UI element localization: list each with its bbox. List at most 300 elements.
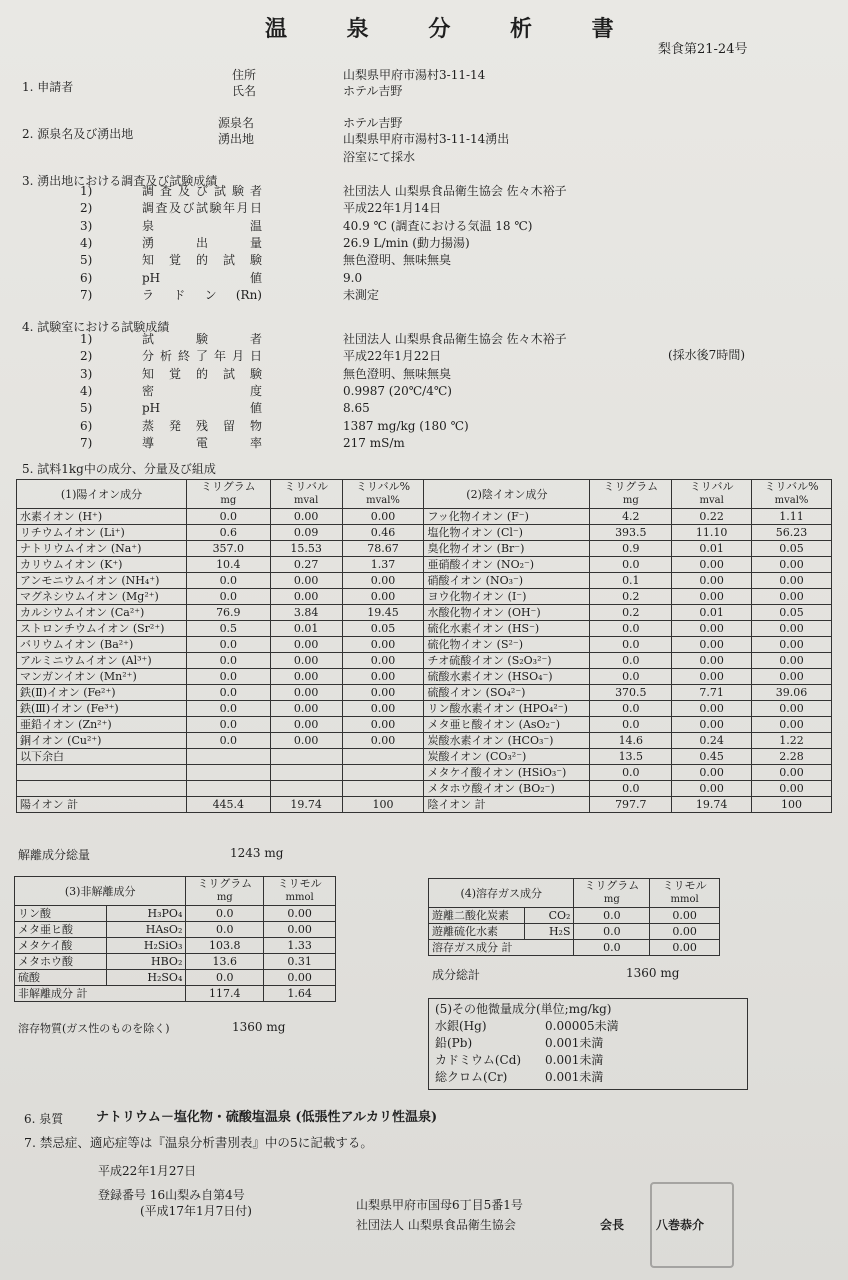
table-cell: メタ亜ヒ酸イオン (AsO₂⁻) <box>424 717 590 733</box>
table-cell: アルミニウムイオン (Al³⁺) <box>17 653 187 669</box>
table-cell: 1.22 <box>752 733 832 749</box>
table-cell: 0.0 <box>590 653 672 669</box>
header-unit: mval <box>699 495 724 506</box>
header-cell <box>752 480 832 509</box>
item-value: 26.9 L/min (動力揚湯) <box>343 235 470 250</box>
header-cell <box>650 879 720 908</box>
table-row <box>17 509 832 525</box>
table-cell: 硝酸イオン (NO₃⁻) <box>424 573 590 589</box>
dissolved-total-value: 1243 mg <box>230 846 284 860</box>
item-label: 調査及び試験者 <box>142 184 262 198</box>
dissolved-gas-table <box>428 878 720 956</box>
table-cell: 0.00 <box>270 669 342 685</box>
table-cell: 0.2 <box>590 589 672 605</box>
header-cell <box>590 480 672 509</box>
table-cell: CO₂ <box>524 908 574 924</box>
table-cell: 0.00 <box>672 653 752 669</box>
table-row <box>17 573 832 589</box>
table-cell: 393.5 <box>590 525 672 541</box>
table-cell: 0.00 <box>752 717 832 733</box>
table-cell: 19.45 <box>342 605 424 621</box>
table-row <box>17 653 832 669</box>
table-row <box>17 637 832 653</box>
solute-value: 1360 mg <box>232 1020 286 1034</box>
table-header <box>15 877 336 906</box>
table-cell: 0.00 <box>672 669 752 685</box>
table-cell: 0.0 <box>186 717 270 733</box>
table-cell: 0.0 <box>186 922 264 938</box>
table-row <box>15 938 336 954</box>
non-dissociated-table <box>14 876 336 1002</box>
table-header <box>429 879 720 908</box>
table-cell: 0.00 <box>270 637 342 653</box>
table-cell: 0.00 <box>270 653 342 669</box>
table-cell: 0.00 <box>342 509 424 525</box>
table-cell: バリウムイオン (Ba²⁺) <box>17 637 187 653</box>
header-unit-jp: ミリモル <box>662 879 707 892</box>
table-cell: 0.01 <box>672 605 752 621</box>
trace-element: カドミウム(Cd) <box>435 1053 522 1067</box>
dissolved-total-label: 解離成分総量 <box>18 848 91 862</box>
table-cell: マグネシウムイオン (Mg²⁺) <box>17 589 187 605</box>
header-unit-jp: ミリグラム <box>200 480 256 493</box>
table-cell: 0.00 <box>342 589 424 605</box>
table-cell: 0.00 <box>752 557 832 573</box>
header-unit-jp: ミリグラム <box>603 480 659 493</box>
item-number: 2) <box>80 349 93 364</box>
table-cell: 0.0 <box>590 765 672 781</box>
total-cell: 445.4 <box>186 797 270 813</box>
table-cell: 0.05 <box>752 541 832 557</box>
table-cell: 0.00 <box>270 717 342 733</box>
table-cell: 0.0 <box>574 908 650 924</box>
table-cell: 0.00 <box>752 701 832 717</box>
header-cell <box>672 480 752 509</box>
trace-value: 0.001未満 <box>545 1070 604 1084</box>
table-cell: 0.0 <box>186 669 270 685</box>
header-cell <box>270 480 342 509</box>
item-number: 7) <box>80 435 93 450</box>
table-cell: 1.37 <box>342 557 424 573</box>
lab-section-label: 4. 試験室における試験成績 <box>22 320 170 334</box>
spring-type-label: 6. 泉質 <box>24 1112 64 1126</box>
table-cell <box>342 749 424 765</box>
table-row <box>17 685 832 701</box>
table-cell: リン酸 <box>15 906 107 922</box>
header-unit-jp: ミリモル <box>277 877 322 890</box>
registration-number: 登録番号 16山梨み自第4号 <box>98 1188 245 1202</box>
table-row <box>17 669 832 685</box>
table-row <box>15 970 336 986</box>
table-cell: 硫酸イオン (SO₄²⁻) <box>424 685 590 701</box>
header-unit: mg <box>220 495 237 506</box>
table-cell: 0.9 <box>590 541 672 557</box>
table-cell: 0.01 <box>672 541 752 557</box>
header-unit: mval% <box>774 495 809 506</box>
table-cell: 0.00 <box>650 908 720 924</box>
trace-value: 0.00005未満 <box>545 1019 619 1033</box>
table-cell: 0.00 <box>342 637 424 653</box>
total-cell: 19.74 <box>672 797 752 813</box>
header-cell <box>264 877 336 906</box>
item-value: 0.9987 (20℃/4℃) <box>343 383 452 398</box>
table-cell: 水酸化物イオン (OH⁻) <box>424 605 590 621</box>
item-number: 7) <box>80 287 93 302</box>
total-row <box>17 797 832 813</box>
table-cell: 10.4 <box>186 557 270 573</box>
item-value: 無色澄明、無味無臭 <box>343 253 452 268</box>
table-cell: 0.1 <box>590 573 672 589</box>
table-cell: 0.00 <box>672 637 752 653</box>
header-cell <box>574 879 650 908</box>
total-row <box>15 986 336 1002</box>
total-cell: 非解離成分 計 <box>15 986 186 1002</box>
table-cell: 0.00 <box>270 509 342 525</box>
table-cell: H₃PO₄ <box>106 906 186 922</box>
item-label: 知覚的試験 <box>142 253 262 268</box>
table-cell: マンガンイオン (Mn²⁺) <box>17 669 187 685</box>
table-cell <box>270 749 342 765</box>
table-cell: 塩化物イオン (Cl⁻) <box>424 525 590 541</box>
table-cell: 0.00 <box>752 637 832 653</box>
header-unit: mg <box>216 892 233 903</box>
table-cell: 0.0 <box>186 906 264 922</box>
item-label: 調査及び試験年月日 <box>142 201 262 216</box>
table-cell: 0.00 <box>672 781 752 797</box>
item-number: 3) <box>80 366 93 381</box>
header-cell: (2)陰イオン成分 <box>424 480 590 509</box>
table-cell: 0.00 <box>342 717 424 733</box>
table-row <box>17 765 832 781</box>
table-cell: チオ硫酸イオン (S₂O₃²⁻) <box>424 653 590 669</box>
applicant-name: ホテル吉野 <box>343 84 403 98</box>
table-cell <box>270 781 342 797</box>
table-row <box>17 605 832 621</box>
table-cell: 3.84 <box>270 605 342 621</box>
item-number: 3) <box>80 218 93 233</box>
item-number: 4) <box>80 383 93 398</box>
table-cell: 13.6 <box>186 954 264 970</box>
table-cell: 亜硝酸イオン (NO₂⁻) <box>424 557 590 573</box>
table-cell: メタホウ酸 <box>15 954 107 970</box>
table-cell: 0.01 <box>270 621 342 637</box>
table-cell: 0.24 <box>672 733 752 749</box>
table-cell: 硫酸 <box>15 970 107 986</box>
table-cell: HBO₂ <box>106 954 186 970</box>
header-unit: mmol <box>670 894 699 905</box>
table-cell: 0.00 <box>342 669 424 685</box>
table-cell: 0.00 <box>672 557 752 573</box>
table-cell: 0.0 <box>186 701 270 717</box>
trace-element: 鉛(Pb) <box>435 1036 473 1050</box>
table-cell: 0.00 <box>264 970 336 986</box>
document-number: 梨食第21-24号 <box>658 42 748 57</box>
table-cell: リチウムイオン (Li⁺) <box>17 525 187 541</box>
table-cell: 39.06 <box>752 685 832 701</box>
ion-table-header <box>17 480 832 509</box>
table-cell: 炭酸水素イオン (HCO₃⁻) <box>424 733 590 749</box>
table-cell: カルシウムイオン (Ca²⁺) <box>17 605 187 621</box>
table-cell: 13.5 <box>590 749 672 765</box>
item-label: ラドン(Rn) <box>142 287 262 302</box>
table-cell: メタケイ酸 <box>15 938 107 954</box>
table-cell: メタケイ酸イオン (HSiO₃⁻) <box>424 765 590 781</box>
item-number: 1) <box>80 184 93 198</box>
total-cell: 0.00 <box>650 940 720 956</box>
table-cell: ヨウ化物イオン (I⁻) <box>424 589 590 605</box>
table-cell: 0.00 <box>752 573 832 589</box>
item-number: 6) <box>80 418 93 433</box>
header-cell: (4)溶存ガス成分 <box>429 879 574 908</box>
component-sum-value: 1360 mg <box>626 966 680 980</box>
table-cell <box>17 781 187 797</box>
table-cell <box>186 781 270 797</box>
item-number: 4) <box>80 235 93 250</box>
table-row <box>17 717 832 733</box>
table-cell: H₂SiO₃ <box>106 938 186 954</box>
header-cell <box>186 877 264 906</box>
table-cell: 銅イオン (Cu²⁺) <box>17 733 187 749</box>
table-cell: 0.00 <box>264 906 336 922</box>
table-row <box>17 541 832 557</box>
issuer-organization: 社団法人 山梨県食品衛生協会 <box>356 1218 516 1232</box>
table-cell: 1.11 <box>752 509 832 525</box>
table-cell: 0.00 <box>342 733 424 749</box>
ion-table <box>16 479 832 813</box>
header-cell: (3)非解離成分 <box>15 877 186 906</box>
table-cell: 水素イオン (H⁺) <box>17 509 187 525</box>
spring-location: 山梨県甲府市湯村3-11-14湧出 <box>343 132 510 146</box>
trace-element: 総クロム(Cr) <box>435 1070 508 1084</box>
total-cell: 100 <box>752 797 832 813</box>
table-cell: 2.28 <box>752 749 832 765</box>
item-label: 密度 <box>142 383 262 398</box>
table-cell: 亜鉛イオン (Zn²⁺) <box>17 717 187 733</box>
total-cell: 100 <box>342 797 424 813</box>
table-cell: 0.00 <box>752 653 832 669</box>
table-cell: 0.00 <box>672 621 752 637</box>
table-cell: 鉄(Ⅱ)イオン (Fe²⁺) <box>17 685 187 701</box>
table-cell <box>17 765 187 781</box>
table-cell <box>186 749 270 765</box>
table-cell: 0.31 <box>264 954 336 970</box>
header-cell <box>186 480 270 509</box>
header-unit-jp: ミリバル% <box>764 480 819 493</box>
item-label: 泉温 <box>142 218 262 233</box>
item-value: 社団法人 山梨県食品衛生協会 佐々木裕子 <box>343 184 567 198</box>
spring-location-label: 湧出地 <box>218 132 255 146</box>
table-cell: 0.00 <box>752 669 832 685</box>
table-cell <box>342 781 424 797</box>
table-cell: 遊離硫化水素 <box>429 924 525 940</box>
table-cell: 0.0 <box>186 573 270 589</box>
table-cell: 0.0 <box>186 653 270 669</box>
table-cell: ストロンチウムイオン (Sr²⁺) <box>17 621 187 637</box>
table-row <box>15 922 336 938</box>
table-cell: 0.00 <box>342 701 424 717</box>
item-label: pH値 <box>142 401 262 416</box>
lab-sampling-note: (採水後7時間) <box>668 348 745 362</box>
table-cell: 103.8 <box>186 938 264 954</box>
total-cell: 溶存ガス成分 計 <box>429 940 574 956</box>
table-cell: 78.67 <box>342 541 424 557</box>
item-value: 9.0 <box>343 270 363 285</box>
spring-type-value: ナトリウム－塩化物・硫酸塩温泉 (低張性アルカリ性温泉) <box>96 1110 438 1125</box>
total-cell: 19.74 <box>270 797 342 813</box>
table-cell: 0.05 <box>752 605 832 621</box>
table-cell: 0.0 <box>186 970 264 986</box>
table-cell: 357.0 <box>186 541 270 557</box>
item-label: 湧出量 <box>142 235 262 250</box>
table-cell: メタホウ酸イオン (BO₂⁻) <box>424 781 590 797</box>
table-cell: H₂S <box>524 924 574 940</box>
table-cell: 0.0 <box>186 637 270 653</box>
table-row <box>17 621 832 637</box>
header-unit: mmol <box>285 892 314 903</box>
table-cell: 0.0 <box>574 924 650 940</box>
registration-date: (平成17年1月7日付) <box>140 1204 252 1218</box>
address-label: 住所 <box>232 68 257 82</box>
table-cell: 4.2 <box>590 509 672 525</box>
header-cell <box>342 480 424 509</box>
source-name: ホテル吉野 <box>343 116 403 130</box>
table-cell: 0.00 <box>672 765 752 781</box>
header-unit-jp: ミリバル <box>689 480 734 493</box>
table-cell: 臭化物イオン (Br⁻) <box>424 541 590 557</box>
table-cell: 1.33 <box>264 938 336 954</box>
table-cell: 硫化水素イオン (HS⁻) <box>424 621 590 637</box>
table-cell: 0.0 <box>590 701 672 717</box>
item-value: 社団法人 山梨県食品衛生協会 佐々木裕子 <box>343 332 567 346</box>
table-cell: 0.5 <box>186 621 270 637</box>
table-row <box>15 906 336 922</box>
table-cell: 0.05 <box>342 621 424 637</box>
item-label: 導電率 <box>142 435 262 450</box>
table-cell: 0.00 <box>270 573 342 589</box>
table-cell: 0.00 <box>672 717 752 733</box>
table-row <box>17 701 832 717</box>
trace-value: 0.001未満 <box>545 1036 604 1050</box>
table-row <box>429 908 720 924</box>
table-row <box>17 557 832 573</box>
table-cell <box>270 765 342 781</box>
table-cell: 0.0 <box>590 621 672 637</box>
table-cell: 14.6 <box>590 733 672 749</box>
table-cell: 0.22 <box>672 509 752 525</box>
total-cell: 陽イオン 計 <box>17 797 187 813</box>
header-unit: mval% <box>366 495 400 506</box>
table-cell: 0.00 <box>752 781 832 797</box>
table-row <box>17 525 832 541</box>
item-value: 40.9 ℃ (調査における気温 18 ℃) <box>343 218 533 233</box>
item-value: 無色澄明、無味無臭 <box>343 366 452 381</box>
table-cell: 0.00 <box>752 621 832 637</box>
table-row <box>429 924 720 940</box>
issuer-person: 八巻恭介 <box>656 1218 705 1232</box>
name-label: 氏名 <box>232 84 257 98</box>
source-name-label: 源泉名 <box>218 116 255 130</box>
table-cell: 炭酸イオン (CO₃²⁻) <box>424 749 590 765</box>
item-label: 蒸発残留物 <box>142 418 262 433</box>
table-cell: 0.00 <box>270 701 342 717</box>
table-cell: 0.00 <box>270 685 342 701</box>
table-cell: H₂SO₄ <box>106 970 186 986</box>
table-cell: 0.00 <box>752 589 832 605</box>
applicant-address: 山梨県甲府市湯村3-11-14 <box>343 68 486 82</box>
total-cell: 0.0 <box>574 940 650 956</box>
item-value: 平成22年1月14日 <box>343 201 442 216</box>
onsite-section-label: 3. 湧出地における調査及び試験成績 <box>22 174 218 188</box>
table-cell: 0.45 <box>672 749 752 765</box>
table-cell: 0.00 <box>672 589 752 605</box>
header-unit-jp: ミリバル <box>284 480 329 493</box>
item-number: 5) <box>80 253 93 268</box>
table-cell: リン酸水素イオン (HPO₄²⁻) <box>424 701 590 717</box>
table-cell: 56.23 <box>752 525 832 541</box>
item-value: 8.65 <box>343 401 370 416</box>
table-cell: HAsO₂ <box>106 922 186 938</box>
trace-value: 0.001未満 <box>545 1053 604 1067</box>
table-cell: 0.00 <box>752 765 832 781</box>
table-cell: 0.00 <box>672 701 752 717</box>
indications-note: 7. 禁忌症、適応症等は『温泉分析書別表』中の5に記載する。 <box>24 1135 373 1150</box>
item-value: 平成22年1月22日 <box>343 349 442 364</box>
table-cell: アンモニウムイオン (NH₄⁺) <box>17 573 187 589</box>
table-cell: 0.00 <box>672 573 752 589</box>
table-cell: 76.9 <box>186 605 270 621</box>
header-unit: mg <box>603 894 620 905</box>
table-cell: 0.00 <box>342 573 424 589</box>
item-label: 試験者 <box>142 332 262 346</box>
header-unit-jp: ミリグラム <box>584 879 640 892</box>
table-cell: 以下余白 <box>17 749 187 765</box>
table-cell <box>186 765 270 781</box>
item-number: 6) <box>80 270 93 285</box>
table-cell: 0.00 <box>270 733 342 749</box>
header-cell: (1)陽イオン成分 <box>17 480 187 509</box>
table-row <box>17 733 832 749</box>
composition-section-label: 5. 試料1kg中の成分、分量及び組成 <box>22 462 216 476</box>
table-cell: 0.0 <box>590 781 672 797</box>
table-cell: 15.53 <box>270 541 342 557</box>
table-cell: 11.10 <box>672 525 752 541</box>
table-cell: 0.0 <box>186 685 270 701</box>
table-cell: メタ亜ヒ酸 <box>15 922 107 938</box>
issuer-role: 会長 <box>600 1218 625 1232</box>
total-row <box>429 940 720 956</box>
header-unit: mg <box>622 495 639 506</box>
table-cell: 鉄(Ⅲ)イオン (Fe³⁺) <box>17 701 187 717</box>
issue-date: 平成22年1月27日 <box>98 1164 197 1178</box>
item-value: 217 mS/m <box>343 435 405 450</box>
component-sum-label: 成分総計 <box>432 968 481 982</box>
table-cell: 0.27 <box>270 557 342 573</box>
table-cell: ナトリウムイオン (Na⁺) <box>17 541 187 557</box>
header-unit-jp: ミリグラム <box>197 877 253 890</box>
issuer-address: 山梨県甲府市国母6丁目5番1号 <box>356 1198 523 1212</box>
item-number: 5) <box>80 401 93 416</box>
table-row <box>17 749 832 765</box>
table-cell: 0.00 <box>342 685 424 701</box>
total-cell: 797.7 <box>590 797 672 813</box>
table-cell: 0.0 <box>590 557 672 573</box>
table-cell: 0.46 <box>342 525 424 541</box>
table-cell: 0.0 <box>590 637 672 653</box>
item-label: 知覚的試験 <box>142 366 262 381</box>
item-number: 2) <box>80 201 93 216</box>
table-cell: 硫酸水素イオン (HSO₄⁻) <box>424 669 590 685</box>
table-cell: カリウムイオン (K⁺) <box>17 557 187 573</box>
